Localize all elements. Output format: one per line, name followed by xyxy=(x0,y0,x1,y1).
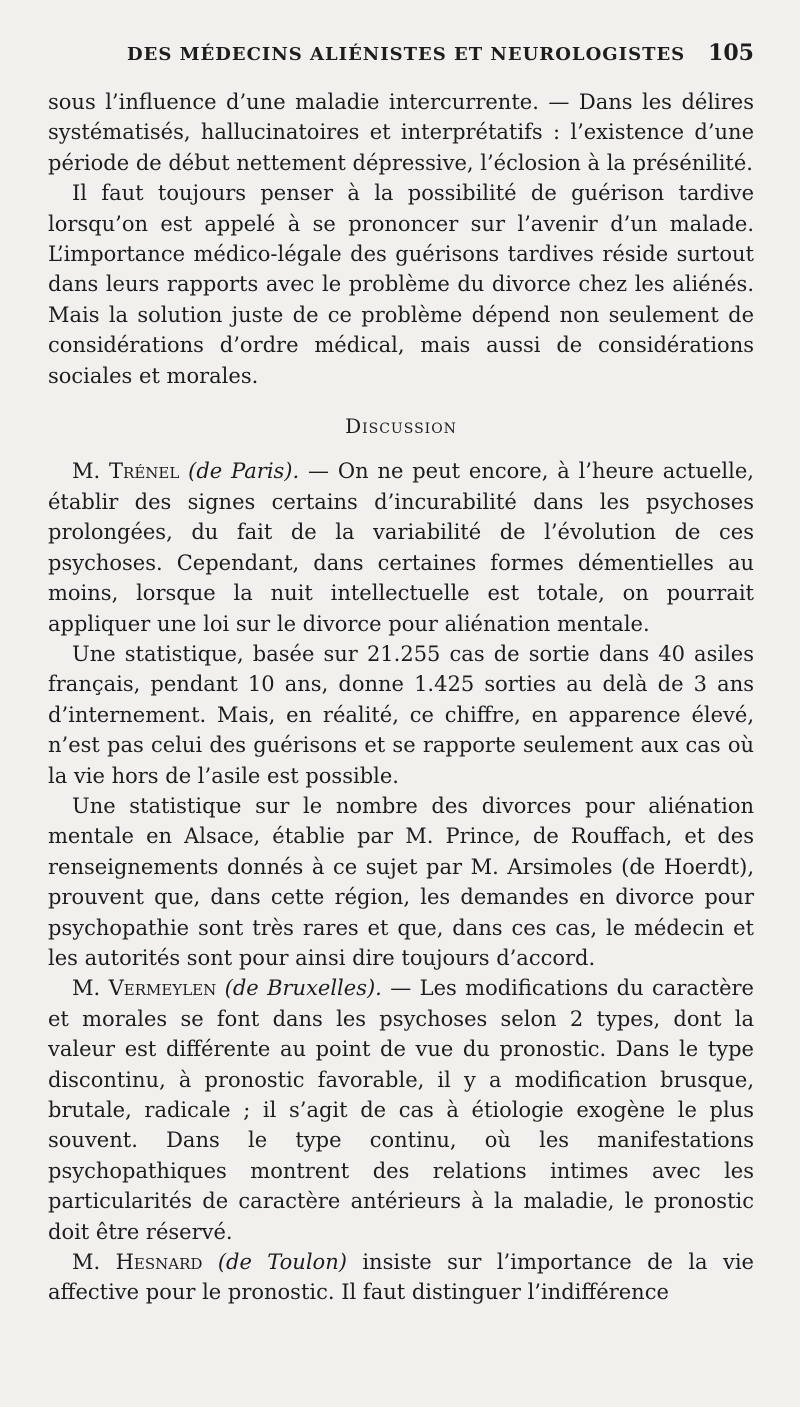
paragraph-tardy-recovery: Il faut toujours penser à la possibilité de guérison tardive lorsqu’on est appelé à se prononcer sur l’avenir d’un malade. L’importance médico-légale des guérisons tardives réside surtout dans leurs rapports avec le problème du divorce chez les aliénés. Mais la solution juste de ce problème dépend non seulement de considérations d’ordre médical, mais aussi de considérations sociales et morales. xyxy=(48,181,754,388)
trenel-text: — On ne peut encore, à l’heure actuelle, établir des signes certains d’incurabilité dans les psychoses prolongées, du fait de la variabilité de l’évolution de ces psychoses. Cependant, dans certaines formes démentielles au moins, lorsque la nuit intellectuelle est totale, on pourrait appliquer une loi sur le divorce pour aliénation mentale. xyxy=(48,459,754,636)
vermeylen-place: (de Bruxelles). xyxy=(224,976,382,1001)
alsace-paragraph: Une statistique sur le nombre des divorces pour aliénation mentale en Alsace, établie par M. Prince, de Rouffach, et des renseignements donnés à ce sujet par M. Arsimoles (de Hoerdt), prouvent que, dans cette région, les demandes en divorce pour psychopathie sont très rares et que, dans ces cas, le médecin et les autorités sont pour ainsi dire toujours d’accord. xyxy=(48,793,754,970)
hesnard-title: M. xyxy=(72,1250,101,1275)
hesnard-place: (de Toulon) xyxy=(217,1250,347,1275)
statistics-paragraph: Une statistique, basée sur 21.255 cas de sortie dans 40 asiles français, pendant 10 ans, donne 1.425 sorties au delà de 3 ans d’internement. Mais, en réalité, ce chiffre, en apparence élevé, n’est pas celui des guérisons et se rapporte seulement aux cas où la vie hors de l’asile est possible. xyxy=(48,641,754,788)
body-text xyxy=(48,87,754,1308)
running-header xyxy=(127,40,754,74)
discussion-heading: Discussion xyxy=(345,414,457,439)
vermeylen-name: Vermeylen xyxy=(108,976,217,1001)
hesnard-name: Hesnard xyxy=(115,1250,203,1275)
vermeylen-text: — Les modifications du caractère et morales se font dans les psychoses selon 2 types, dont la valeur est différente au point de vue du pronostic. Dans le type discontinu, à pronostic favorable, il y a modification brusque, brutale, radicale ; il s’agit de cas à étiologie exogène le plus souvent. Dans le type continu, où les manifestations psychopathiques montrent des relations intimes avec les particularités de caractère antérieurs à la maladie, le pronostic doit être réservé. xyxy=(48,976,754,1244)
vermeylen-title: M. xyxy=(72,976,101,1001)
trenel-place: (de Paris). xyxy=(188,459,300,484)
hesnard-paragraph xyxy=(48,1247,754,1308)
trenel-title: M. xyxy=(72,459,101,484)
running-title: DES MÉDECINS ALIÉNISTES ET NEUROLOGISTES xyxy=(127,44,686,65)
hesnard-text: insiste sur l’importance de la vie affective pour le pronostic. Il faut distinguer l’indifférence xyxy=(48,1250,754,1305)
trenel-name: Trénel xyxy=(109,459,180,484)
trenel-paragraph xyxy=(48,456,754,638)
paragraph-continued: sous l’influence d’une maladie intercurrente. — Dans les délires systématisés, hallucinatoires et interprétatifs : l’existence d’une période de début nettement dépressive, l’éclosion à la présénilité. xyxy=(48,90,754,175)
page-number: 105 xyxy=(708,40,754,66)
vermeylen-paragraph xyxy=(48,973,754,1247)
